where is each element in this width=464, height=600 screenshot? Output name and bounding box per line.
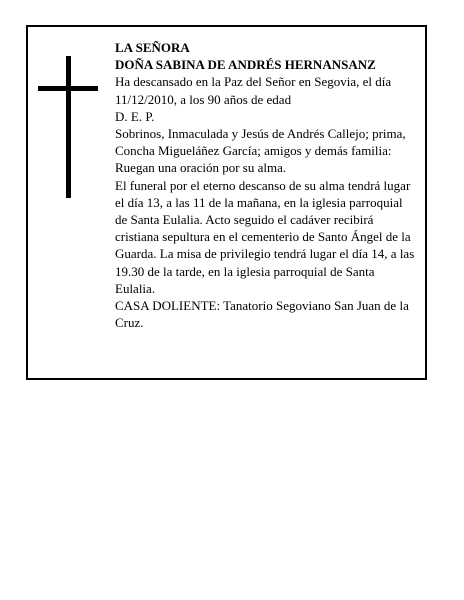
cross-horizontal-bar: [38, 86, 98, 91]
prayer-request: Ruegan una oración por su alma.: [115, 160, 287, 176]
family-list: Sobrinos, Inmaculada y Jesús de Andrés Callejo; prima, Concha Migueláñez García; amigos y demás familia:: [115, 126, 406, 159]
death-notice: Ha descansado en la Paz del Señor en Segovia, el día 11/12/2010, a los 90 años de edad: [115, 74, 392, 107]
obituary-text: [115, 39, 415, 331]
rip: D. E. P.: [115, 108, 155, 124]
obituary-frame: [26, 25, 427, 380]
cross-icon: [38, 56, 98, 198]
header-title: LA SEÑORA: [115, 40, 190, 55]
funeral-details: El funeral por el eterno descanso de su alma tendrá lugar el día 13, a las 11 de la mañana, en la iglesia parroquial de Santa Eulalia. Acto seguido el cadáver recibirá cristiana sepultura en el cementerio de Santo Ángel de la Guarda. La misa de privilegio tendrá lugar el día 14, a las 19.30 de la tarde, en la iglesia parroquial de Santa Eulalia.: [115, 177, 415, 296]
funeral-home: CASA DOLIENTE: Tanatorio Segoviano San Juan de la Cruz.: [115, 298, 409, 331]
cross-vertical-bar: [66, 56, 71, 198]
deceased-name: DOÑA SABINA DE ANDRÉS HERNANSANZ: [115, 57, 376, 73]
